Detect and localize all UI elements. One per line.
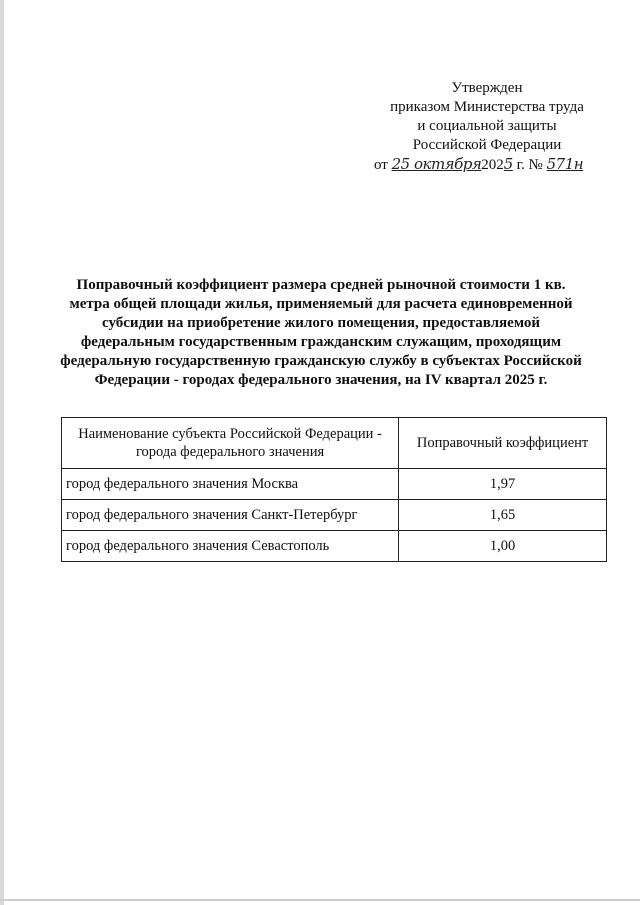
table-row — [62, 500, 607, 531]
year-suffix: г. № — [516, 157, 543, 173]
row-coefficient: 1,65 — [399, 500, 607, 531]
year-prefix: 202 — [481, 157, 504, 173]
row-coefficient: 1,00 — [399, 531, 607, 562]
row-subject-name: город федерального значения Москва — [62, 469, 399, 500]
table-row — [62, 531, 607, 562]
coefficient-table — [61, 417, 607, 562]
approval-block — [372, 79, 602, 175]
document-title: Поправочный коэффициент размера средней рыночной стоимости 1 кв. метра общей площади жилья, применяемый для расчета единовременной субсидии на приобретение жилого помещения, предоставляемой федеральным государственным гражданским служащим, проходящим федеральную государственную гражданскую службу в субъектах Российской Федерации - городах федерального значения, на IV квартал 2025 г. — [60, 277, 582, 388]
header-subject-name: Наименование субъекта Российской Федерации - города федерального значения — [62, 418, 399, 469]
row-subject-name: город федерального значения Севастополь — [62, 531, 399, 562]
row-coefficient: 1,97 — [399, 469, 607, 500]
approval-line-3: и социальной защиты — [417, 118, 557, 134]
scan-bottom-edge — [0, 899, 640, 901]
approval-line-2: приказом Министерства труда — [390, 99, 584, 115]
approval-date-line — [372, 155, 602, 175]
scan-left-edge — [0, 0, 4, 905]
handwritten-date: 25 октября — [391, 155, 482, 173]
row-subject-name: город федерального значения Санкт-Петербург — [62, 500, 399, 531]
handwritten-year: 5 — [503, 155, 513, 173]
approval-line-4: Российской Федерации — [412, 137, 562, 153]
approval-line-1: Утвержден — [451, 80, 523, 96]
date-prefix: от — [374, 157, 388, 173]
table-row — [62, 469, 607, 500]
header-coefficient: Поправочный коэффициент — [399, 418, 607, 469]
handwritten-order-number: 571н — [546, 155, 584, 173]
table-header-row — [62, 418, 607, 469]
